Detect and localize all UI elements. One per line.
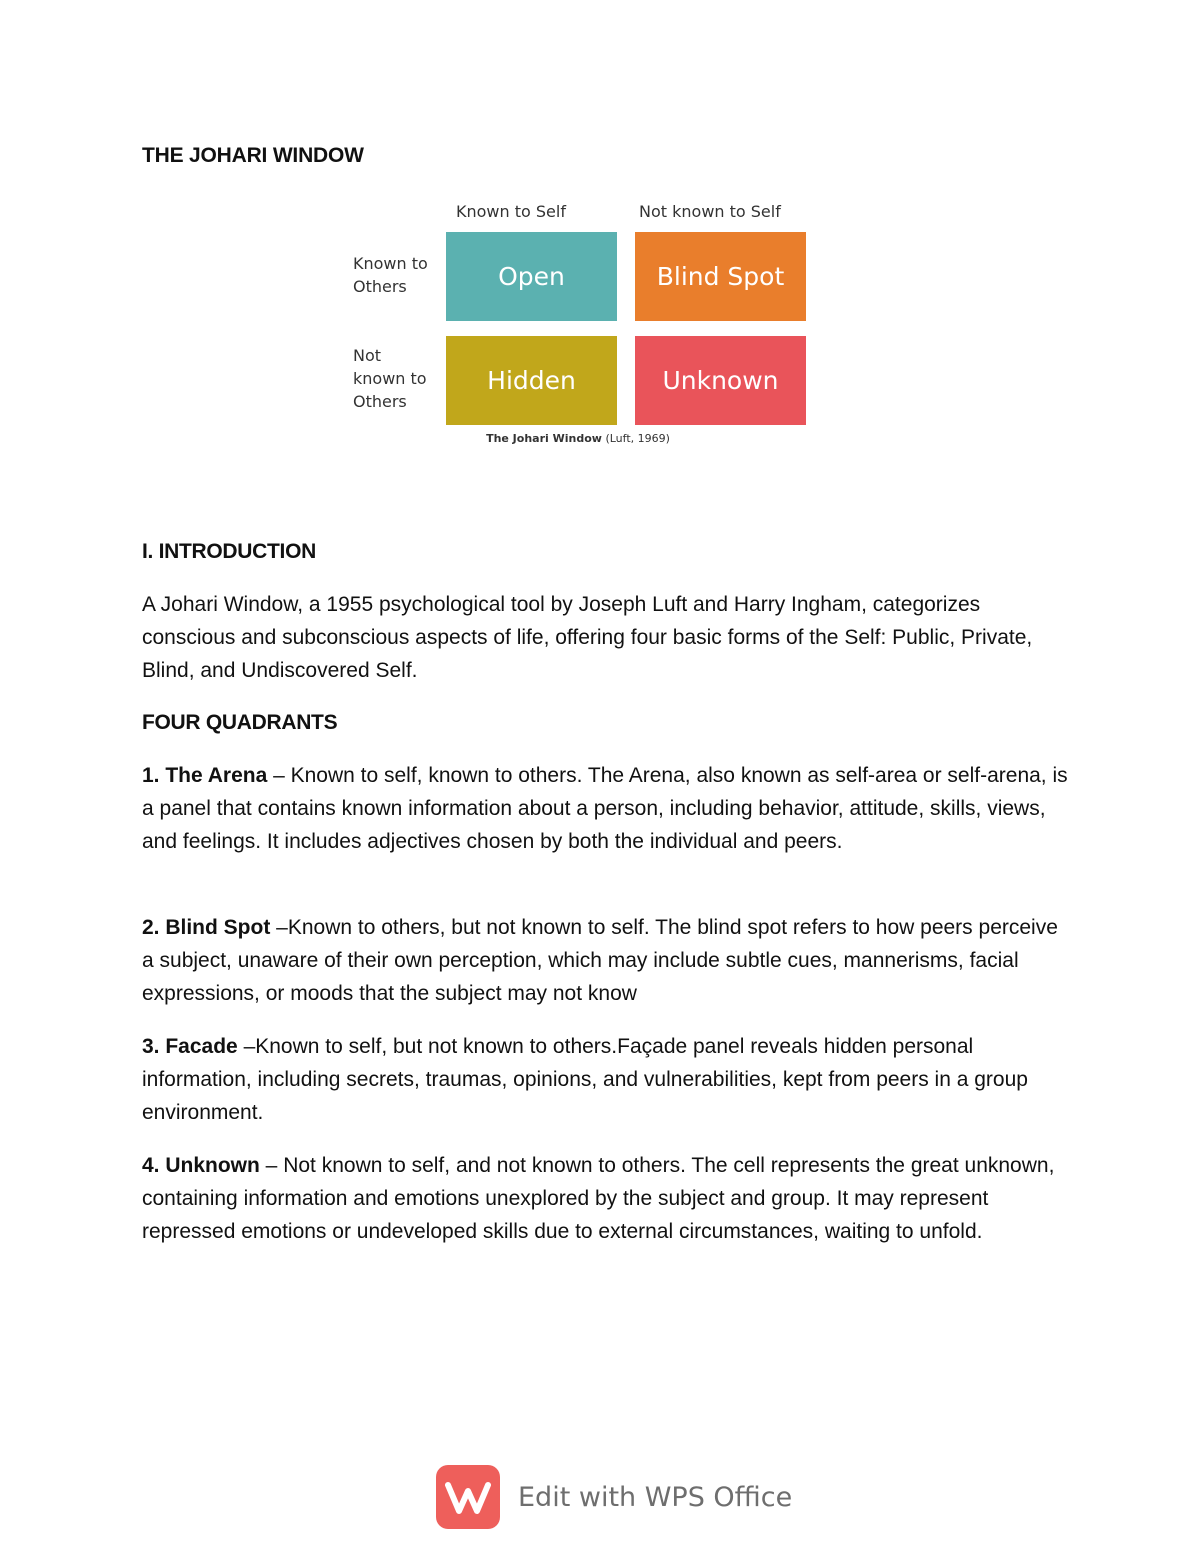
document-title: THE JOHARI WINDOW [142,144,364,167]
row-header-known-to-others [353,252,428,298]
row-header-line: Others [353,277,407,296]
row-header-line: Not [353,346,382,365]
four-quadrants-heading: FOUR QUADRANTS [142,711,338,734]
johari-window-figure [300,192,856,454]
introduction-paragraph: A Johari Window, a 1955 psychological tool by Joseph Luft and Harry Ingham, categorizes conscious and subconscious aspects of life, offering four basic forms of the Self: Public, Private, Blind, and Undiscovered Self. [142,593,1033,682]
row-header-line: Known to [353,254,428,273]
quadrant-item-text: – Known to self, known to others. The Arena, also known as self-area or self-arena, is a panel that contains known information about a person, including behavior, attitude, skills, views, and feelings. It includes adjectives chosen by both the individual and peers. [142,764,1068,853]
quadrant-item-text: –Known to self, but not known to others.Façade panel reveals hidden personal information, including secrets, traumas, opinions, and vulnerabilities, kept from peers in a group environment. [142,1035,1028,1124]
column-header-known-to-self: Known to Self [456,202,566,221]
introduction-heading: I. INTRODUCTION [142,540,316,563]
figure-caption [300,432,856,445]
quadrant-open: Open [446,232,617,321]
quadrant-item-lead: 1. The Arena [142,764,268,787]
figure-caption-title: The Johari Window [486,432,602,445]
row-header-not-known-to-others [353,344,427,413]
quadrant-unknown: Unknown [635,336,806,425]
quadrant-item-text: – Not known to self, and not known to others. The cell represents the great unknown, containing information and emotions unexplored by the subject and group. It may represent repressed emotions or undeveloped skills due to external circumstances, waiting to unfold. [142,1154,1055,1243]
quadrant-blind-spot: Blind Spot [635,232,806,321]
quadrant-item-arena [142,759,1072,858]
wps-watermark-text: Edit with WPS Office [518,1481,793,1513]
wps-logo-icon [436,1465,500,1529]
column-header-not-known-to-self: Not known to Self [639,202,781,221]
quadrant-hidden: Hidden [446,336,617,425]
quadrant-item-lead: 2. Blind Spot [142,916,271,939]
row-header-line: known to [353,369,427,388]
row-header-line: Others [353,392,407,411]
quadrant-item-text: –Known to others, but not known to self. The blind spot refers to how peers perceive a subject, unaware of their own perception, which may include subtle cues, mannerisms, facial expressions, or moods that the subject may not know [142,916,1058,1005]
quadrant-item-lead: 4. Unknown [142,1154,260,1177]
wps-office-watermark[interactable] [436,1465,792,1529]
quadrant-item-unknown [142,1149,1072,1248]
quadrant-item-facade [142,1030,1072,1129]
figure-caption-citation: (Luft, 1969) [601,432,670,445]
quadrant-item-blind-spot [142,911,1072,1010]
quadrant-item-lead: 3. Facade [142,1035,238,1058]
